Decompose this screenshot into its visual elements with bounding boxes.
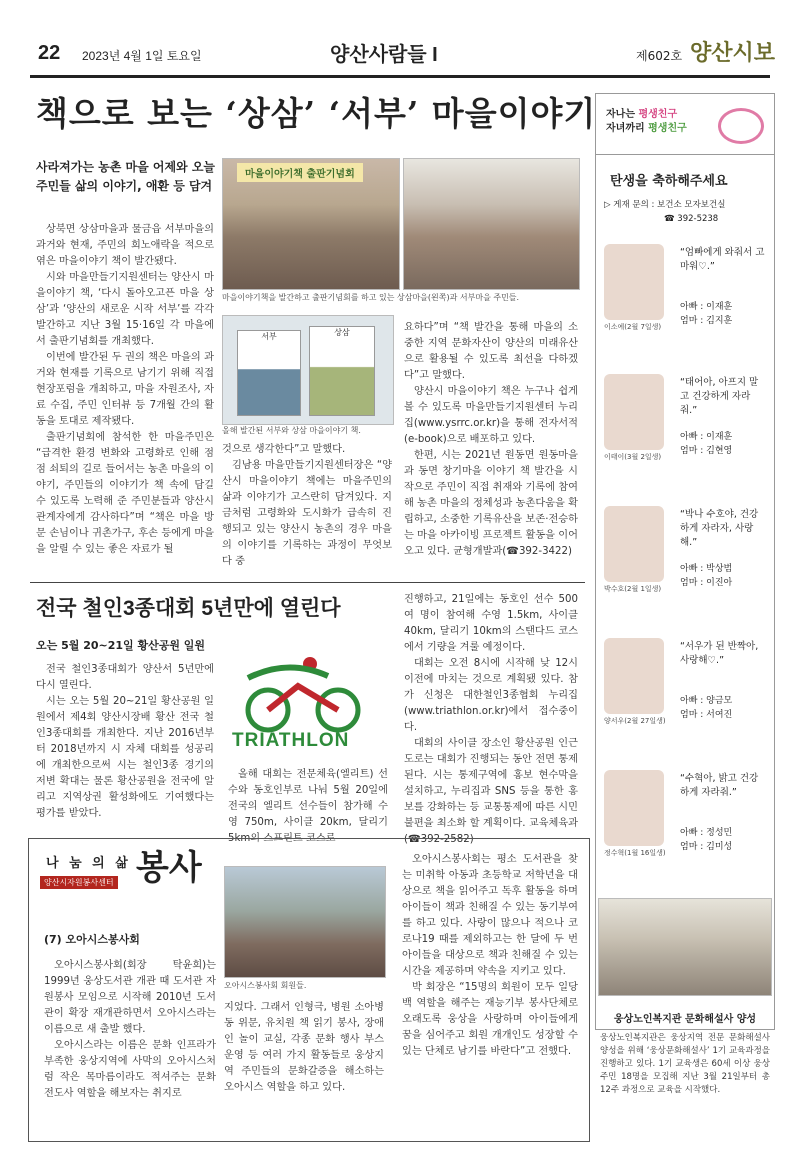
article3-column3: 오아시스봉사회는 평소 도서관을 찾는 미취학 아동과 초등학교 저학년을 대상으로 책을 읽어주고 독후 활동을 하며 아이들이 책과 친해질 수 있는 동기부여를 하고 있다. 사랑이 많으나 적으나 코로나19 때를 제외하고는 한 달에 두 번 아이들을 대상으로 책과 친해질 수 있는 시간을 제공하며 약속을 지키고 있다. 박 회장은 “15명의 회원이 모두 일당백 역할을 해주는 재능기부 봉사단체로 오래도록 웅상을 사랑하며 아이들에게 꿈을 심어주고 회원 개개인도 성장할 수 있는 단체로 남기를 바란다”고 전했다.: [402, 854, 578, 1057]
article2-column3: 진행하고, 21일에는 동호인 선수 500여 명이 참여해 수영 1.5km, 사이클 40km, 달리기 10km의 스탠다드 코스에서 기량을 겨룰 예정이다. 대회는 오전 8시에 시작해 낮 12시 이전에 마치는 것으로 계획됐 있다. 참가 신청은 대한철인3종협회 누리집(www.triathlon.or.kr)에서 접수중이다. 대회의 사이클 장소인 황산공원 인근 도로는 대회가 진행되는 동안 전면 통제된다. 시는 통제구역에 홍보 현수막을 설치하고, 누리집과 SNS 등을 통한 홍보를 강화하는 등 교통통제에 따른 시민 불편을 최소화 할 계획이다. 교육체육과(☎392-2582): [404, 594, 578, 845]
section-title: 양산사람들 I: [330, 44, 438, 66]
sidebar-banner: 자나는 평생친구 자녀까리 평생친구: [606, 109, 687, 134]
article2-title: 전국 철인3종대회 5년만에 열린다: [36, 597, 341, 620]
baby-photo: [604, 770, 664, 846]
baby-photo: [604, 244, 664, 320]
book-cover-sangsam: 상삼: [309, 326, 375, 416]
header-rule: [30, 75, 770, 78]
triathlon-logo-text: TRIATHLON: [232, 730, 350, 751]
article-divider: [30, 582, 585, 583]
article1-title: 책으로 보는 ‘상삼’ ‘서부’ 마을이야기: [36, 94, 597, 133]
newspaper-logo: 양산시보: [690, 40, 776, 66]
photo3-caption: 오아시스봉사회 회원들.: [224, 981, 307, 990]
article3-subtitle: (7) 오아시스봉사회: [44, 933, 140, 946]
culture-guide-photo: [598, 898, 772, 996]
baby-photo: [604, 506, 664, 582]
issue-number: 제602호: [636, 49, 683, 63]
books-photo: [222, 315, 394, 425]
series-badge: 양산시자원봉사센터: [40, 876, 118, 889]
bottom-right-title: 웅상노인복지관 문화해설사 양성: [613, 1014, 757, 1025]
baby-photo: [604, 374, 664, 450]
book-cover-seobu: 서부: [237, 330, 301, 416]
sidebar-contact: ▷ 게재 문의 : 보건소 모자보건실 ☎ 392-5238: [604, 200, 726, 224]
baby-photo: [604, 638, 664, 714]
article3-column1: 오아시스봉사회(회장 탁윤희)는 1999년 웅상도서관 개관 때 도서관 자원봉사 모임으로 시작해 2010년 도서관이 확장 재개관하면서 오아시스라는 이름으로 새 출발 했다. 오아시스라는 이름은 문화 인프라가 부족한 웅상지역에 사막의 오아시스처럼 작은 목마름이라도 적셔주는 문화 전도사 역할을 해보자는 취지로: [44, 960, 216, 1099]
issue-date: 2023년 4월 1일 토요일: [82, 49, 202, 63]
article1-column2: 것으로 생각한다”고 말했다. 김남용 마을만들기지원센터장은 “양산시 마을이야기 책에는 마을주민의 삶과 이야기가 고스란히 담겨있다. 지금처럼 고령화와 도시화가 급속히 진행되고 있는 양산시 농촌의 경우 마을의 이야기를 기록하는 과정이 무엇보다 중: [222, 444, 392, 567]
photo1-caption: 마을이야기책을 발간하고 출판기념회를 하고 있는 상삼마을(왼쪽)과 서부마을 주민들.: [222, 293, 520, 302]
article1-subtitle: [36, 158, 226, 196]
sangsam-village-photo: [222, 158, 400, 290]
article2-column2: 올해 대회는 전문체육(엘리트) 선수와 동호인부로 나눠 5월 20일에 전국의 엘리트 선수들이 참가해 수영 750m, 사이클 20km, 달리기 5km의 스프린트 코스로: [228, 769, 388, 844]
article2-subtitle: 오는 5월 20~21일 황산공원 일원: [36, 639, 206, 652]
article1-subtitle-line1: 사라져가는 농촌 마을 어제와 오늘: [36, 160, 216, 174]
family-emblem-icon: [718, 108, 764, 144]
article1-column1: 상북면 상삼마을과 물금읍 서부마을의 과거와 현재, 주민의 희노애락을 적으로 엮은 마을이야기 책이 발간됐다. 시와 마을만들기지원센터는 양산시 마을이야기 책, ‘다시 돌아오고픈 마을 상삼’과 ‘양산의 새로운 시작 서부’를 각각 발간하고 지난 3월 15·16일 각 마을에서 출판기념회를 개최했다. 이번에 발간된 두 권의 책은 마을의 과거와 현재를 기록으로 남기기 위해 직접 현장포럼을 개최하고, 마을 자원조사, 자료 수집, 주민 인터뷰 등 7개월 간의 활동을 토대로 제작됐다. 출판기념회에 참석한 한 마을주민은 “급격한 환경 변화와 고령화로 인해 점점 쇠퇴의 길로 들어서는 농촌 마을의 이야기, 주민들의 이야기가 책 속에 담길 수 있도록 노력해 준 주민분들과 양산시 관계자에게 감사하다”며 “책은 마을 방문 손님이나 귀촌가구, 후손 등에게 마을을 알릴 수 있는 좋은 자료가 될: [36, 224, 214, 555]
seobu-village-photo: [403, 158, 580, 290]
article3-column2: 지었다. 그래서 인형극, 병원 소아병동 위문, 유치원 책 읽기 봉사, 장애인 놀이 교실, 각종 문화 행사 부스 운영 등 여러 가지 활동들로 웅상지역 주민들의 문화갈증을 해소하는 오아시스 역할을 하고 있다.: [224, 1002, 384, 1093]
triathlon-logo: [228, 648, 384, 758]
series-name: 나 눔 의 삶: [46, 856, 131, 871]
article1-subtitle-line2: 주민들 삶의 이야기, 애환 등 담겨: [36, 179, 213, 193]
article1-column3: 요하다”며 “책 발간을 통해 마을의 소중한 지역 문화자산이 양산의 미래유산으로 활용될 수 있도록 최선을 다하겠다”고 말했다. 양산시 마을이야기 책은 누구나 쉽게 볼 수 있도록 마을만들기지원센터 누리집(www.ysrrc.or.kr)을 통해 전자서적(e-book)으로 배포하고 있다. 한편, 시는 2021년 원동면 원동마을과 동면 창기마을 이야기 책 발간을 시작으로 주민이 직접 취재와 기록에 참여해 농촌 마을의 정체성과 농촌다움을 확립하고, 소중한 기록유산을 보존·전승하는 마을 아카이빙 프로젝트 활동을 이어오고 있다. 균형개발과(☎392-3422): [404, 322, 578, 557]
photo2-caption: 올해 발간된 서부와 상삼 마을이야기 책.: [222, 426, 361, 435]
oasis-members-photo: [224, 866, 386, 978]
page-number: 22: [38, 42, 61, 64]
photo-banner: 마을이야기책 출판기념회: [237, 163, 363, 182]
birth-sidebar: 자나는 평생친구 자녀까리 평생친구 탄생을 축하해주세요 ▷ 게재 문의 : 보건소 모자보건실 ☎ 392-5238 이소예(2월 7일생) “엄빠에게 와줘서 고마워♡.” 아빠 : 이재훈 엄마 : 김지훈 이태이(3월 2일생) “태어아, 아프지 말고 건강하게 자라줘.” 아빠 : 이재훈 엄마 : 김현영 박수호(2월 1일생) “박나 수호야, 건강하게 자라자, 사랑해.” 아빠 : 박상범 엄마 : 이진아 양서우(2월 27일생) “서우가 된 반짝아, 사랑해♡.” 아빠 : 양금모 엄마 : 서여진 정수혁(1월 16일생) “수혁아, 밝고 건강하게 자라줘.” 아빠 : 정성민 엄마 : 김미성: [595, 93, 775, 1030]
bottom-right-body: 웅상노인복지관은 웅상지역 전문 문화해설사 양성을 위해 ‘웅상문화해설사’ 1기 교육과정을 진행하고 있다. 1기 교육생은 60세 이상 웅상주민 18명을 모집해 지난 3월 21일부터 총 12주 과정으로 교육을 시작했다.: [600, 1033, 770, 1095]
sidebar-title: 탄생을 축하해주세요: [610, 174, 728, 189]
article2-column1: 전국 철인3종대회가 양산서 5년만에 다시 열린다. 시는 오는 5월 20~21일 황산공원 일원에서 제4회 양산시장배 황산 전국 철인3종대회를 개최한다. 지난 2016년부터 2018년까지 시 자체 대회를 성공리에 개최한으로써 시는 철인3종 경기의 저변 확대는 물론 황산공원을 전국에 알리고 지역상권 활성화에도 기여했다는 평가를 받았다.: [36, 664, 214, 819]
series-title-big: 봉사: [136, 848, 202, 888]
